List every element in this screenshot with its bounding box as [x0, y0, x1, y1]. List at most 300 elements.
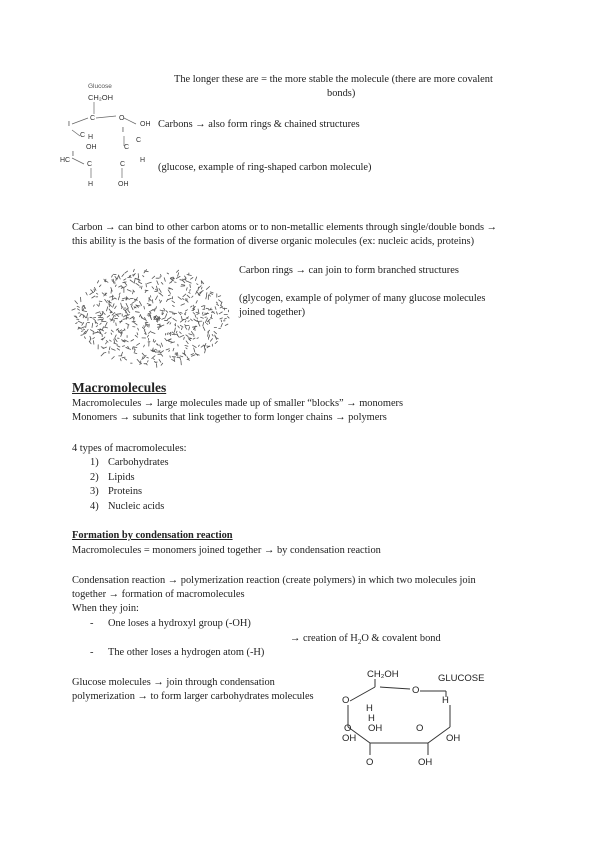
glycogen-stroke — [75, 301, 78, 304]
glycogen-stroke — [207, 323, 208, 324]
glycogen-stroke — [136, 305, 138, 306]
glycogen-stroke — [83, 311, 87, 312]
glycogen-stroke — [198, 309, 199, 313]
glycogen-stroke — [203, 322, 204, 326]
glycogen-stroke — [154, 362, 156, 363]
glycogen-stroke — [113, 279, 114, 283]
glycogen-stroke — [146, 363, 147, 365]
condensation-def: Macromolecules = monomers joined together → by condensation reaction — [72, 545, 381, 556]
glycogen-stroke — [206, 308, 209, 309]
glycogen-stroke — [197, 318, 198, 319]
glycogen-stroke — [95, 287, 97, 290]
carbon-para-line-2: this ability is the basis of the formation of diverse organic molecules (ex: nucleic acids, proteins) — [72, 236, 475, 247]
glycogen-stroke — [149, 331, 151, 333]
glycogen-stroke — [153, 339, 154, 341]
glycogen-stroke — [102, 312, 103, 316]
glycogen-stroke — [93, 317, 96, 318]
glucose-small-group: CH₂OH — [88, 93, 113, 102]
glycogen-stroke — [153, 359, 154, 360]
list-item-number: 4) — [90, 501, 99, 512]
glycogen-stroke — [122, 300, 124, 301]
glycogen-stroke — [127, 290, 131, 292]
glycogen-stroke — [192, 355, 196, 357]
atom-label: I — [68, 121, 70, 128]
glycogen-stroke — [167, 317, 171, 319]
glycogen-stroke — [190, 289, 191, 291]
glycogen-stroke — [219, 312, 222, 314]
glycogen-stroke — [174, 328, 175, 332]
glycogen-stroke — [126, 303, 128, 306]
glycogen-stroke — [168, 290, 170, 294]
glycogen-stroke — [96, 326, 97, 327]
glycogen-stroke — [83, 315, 84, 317]
glycogen-stroke — [198, 345, 199, 346]
glycogen-stroke — [152, 276, 155, 278]
glycogen-stroke — [114, 343, 118, 344]
glycogen-stroke — [183, 294, 186, 297]
atom-label: O — [412, 685, 420, 696]
glycogen-stroke — [114, 339, 115, 343]
glycogen-stroke — [120, 359, 121, 361]
glycogen-stroke — [80, 315, 82, 317]
glycogen-stroke — [157, 344, 158, 345]
atom-label: C — [90, 115, 96, 122]
glycogen-stroke — [186, 335, 188, 337]
glycogen-stroke — [201, 317, 204, 318]
glycogen-stroke — [134, 322, 137, 325]
glycogen-stroke — [198, 287, 199, 290]
glycogen-stroke — [128, 346, 129, 347]
atom-label: C — [136, 137, 142, 144]
list-item: Lipids — [108, 472, 135, 483]
glycogen-stroke — [124, 279, 126, 280]
stability-line-2: bonds) — [327, 88, 356, 99]
glycogen-stroke — [137, 343, 140, 345]
glycogen-stroke — [121, 352, 122, 355]
glycogen-stroke — [146, 324, 150, 325]
glycogen-stroke — [109, 309, 111, 312]
glycogen-stroke — [194, 348, 195, 352]
glycogen-stroke — [118, 296, 119, 300]
atom-label: O — [342, 695, 350, 706]
list-item-number: 2) — [90, 472, 99, 483]
glycogen-stroke — [180, 332, 182, 334]
glycogen-stroke — [103, 327, 107, 328]
glycogen-stroke — [216, 302, 217, 303]
glycogen-stroke — [193, 345, 197, 347]
glycogen-stroke — [82, 327, 85, 328]
glycogen-stroke — [126, 323, 129, 325]
glycogen-stroke — [112, 316, 114, 319]
glycogen-stroke — [221, 320, 222, 322]
glycogen-stroke — [185, 325, 186, 327]
glycogen-stroke — [204, 306, 205, 309]
glycogen-stroke — [189, 327, 190, 330]
glycogen-stroke — [115, 338, 117, 342]
glycogen-stroke — [193, 313, 195, 314]
glycogen-stroke — [164, 308, 165, 310]
glycogen-stroke — [197, 338, 198, 339]
glycogen-stroke — [81, 331, 83, 332]
glycogen-stroke — [172, 301, 175, 303]
glycogen-stroke — [189, 292, 191, 293]
atom-label: H — [88, 134, 94, 141]
glycogen-stroke — [170, 312, 174, 313]
glycogen-stroke — [168, 295, 170, 296]
glycogen-stroke — [135, 312, 139, 313]
glycogen-stroke — [159, 360, 161, 363]
glycogen-stroke — [90, 292, 93, 294]
glycogen-stroke — [137, 359, 140, 362]
glycogen-stroke — [111, 349, 115, 351]
glycogen-stroke — [121, 303, 122, 307]
glycogen-stroke — [97, 305, 99, 307]
glycogen-stroke — [197, 313, 199, 314]
stability-line-1: The longer these are = the more stable the molecule (there are more covalent — [174, 74, 493, 85]
glycogen-stroke — [195, 315, 196, 318]
list-item: Nucleic acids — [108, 501, 165, 512]
glycogen-stroke — [83, 329, 85, 330]
glycogen-stroke — [186, 310, 188, 311]
glycogen-stroke — [111, 330, 113, 332]
glycogen-stroke — [101, 353, 104, 356]
atom-label: OH — [86, 144, 97, 151]
glycogen-stroke — [190, 285, 191, 288]
glycogen-stroke — [170, 278, 173, 279]
glycogen-stroke — [107, 315, 109, 317]
atom-label: OH — [140, 121, 151, 128]
glucose-small-diagram — [58, 80, 158, 190]
glycogen-stroke — [120, 330, 121, 331]
glycogen-stroke — [217, 312, 218, 314]
glycogen-stroke — [186, 288, 187, 291]
glycogen-stroke — [119, 276, 121, 280]
glycogen-stroke — [187, 281, 191, 283]
glycogen-stroke — [133, 291, 134, 293]
atom-label: O — [344, 723, 352, 734]
glycogen-stroke — [117, 275, 118, 279]
glycogen-stroke — [201, 306, 204, 307]
glycogen-stroke — [92, 323, 93, 327]
glycogen-stroke — [126, 315, 129, 316]
glycogen-stroke — [225, 324, 228, 325]
atom-label: C — [120, 161, 126, 168]
glycogen-stroke — [100, 313, 101, 314]
glycogen-stroke — [180, 357, 181, 360]
glycogen-stroke — [184, 337, 185, 339]
condensation-para-2: together → formation of macromolecules — [72, 589, 245, 600]
rings-line-1: Carbon rings → can join to form branched structures — [239, 265, 459, 276]
glycogen-stroke — [122, 357, 125, 358]
glycogen-stroke — [181, 316, 182, 320]
glycogen-stroke — [224, 318, 226, 319]
glycogen-stroke — [215, 307, 216, 310]
atom-label: C — [87, 161, 93, 168]
glycogen-stroke — [178, 326, 180, 328]
glycogen-stroke — [191, 278, 193, 280]
glycogen-stroke — [188, 321, 189, 322]
atom-label: HC — [60, 157, 71, 164]
glycogen-stroke — [156, 307, 157, 309]
glycogen-stroke — [138, 328, 139, 330]
carbon-para-line-1: Carbon → can bind to other carbon atoms or to non-metallic elements through single/double bonds → — [72, 222, 498, 233]
glycogen-stroke — [131, 306, 133, 310]
atom-label: C — [124, 144, 130, 151]
glycogen-stroke — [113, 304, 114, 308]
atom-label: O — [416, 723, 424, 734]
glycogen-stroke — [97, 281, 98, 283]
glycogen-stroke — [201, 346, 203, 347]
glycogen-stroke — [178, 297, 181, 300]
glycogen-stroke — [206, 295, 207, 299]
glycogen-stroke — [185, 321, 186, 322]
glycogen-stroke — [178, 273, 179, 277]
glycogen-stroke — [90, 330, 93, 332]
glycogen-stroke — [203, 345, 205, 346]
glycogen-stroke — [125, 271, 128, 273]
glycogen-stroke — [94, 305, 95, 306]
glycogen-stroke — [87, 314, 88, 318]
glycogen-stroke — [221, 323, 222, 327]
glycogen-stroke — [111, 333, 112, 334]
glycogen-stroke — [176, 276, 180, 278]
glycogen-stroke — [115, 285, 116, 287]
glucose-large-title: GLUCOSE — [438, 673, 485, 684]
glycogen-stroke — [193, 338, 195, 339]
glycogen-stroke — [185, 327, 187, 330]
glycogen-stroke — [112, 313, 115, 316]
glycogen-stroke — [76, 323, 78, 324]
result-prefix: → creation of H — [290, 633, 358, 644]
glycogen-stroke — [151, 332, 155, 333]
glycogen-stroke — [167, 322, 169, 324]
atom-label: O — [366, 757, 374, 768]
glycogen-stroke — [134, 353, 137, 354]
glycogen-stroke — [144, 326, 145, 328]
glycogen-stroke — [185, 345, 188, 346]
glycogen-stroke — [198, 323, 200, 326]
atom-label: O — [119, 115, 125, 122]
glycogen-stroke — [187, 275, 191, 276]
glucose-large-group: CH₂OH — [367, 669, 399, 680]
glycogen-stroke — [192, 296, 193, 297]
glycogen-stroke — [128, 325, 129, 328]
dash-item-hydrogen: The other loses a hydrogen atom (-H) — [108, 647, 265, 658]
glycogen-stroke — [112, 357, 115, 360]
glycogen-stroke — [117, 346, 120, 347]
glycogen-stroke — [156, 286, 157, 290]
macro-line-1: Macromolecules → large molecules made up of smaller “blocks” → monomers — [72, 398, 404, 409]
glycogen-stroke — [140, 364, 142, 365]
atom-label: H — [442, 695, 449, 706]
glycogen-stroke — [155, 349, 157, 350]
glycogen-stroke — [196, 312, 198, 313]
glycogen-stroke — [212, 334, 213, 336]
glycogen-stroke — [104, 353, 106, 354]
atom-label: C — [80, 132, 86, 139]
when-they-join: When they join: — [72, 603, 139, 614]
glycogen-stroke — [210, 339, 212, 342]
glycogen-stroke — [133, 269, 134, 271]
list-item-number: 1) — [90, 457, 99, 468]
glycogen-stroke — [131, 340, 134, 342]
glycogen-stroke — [157, 281, 159, 285]
atom-label: I — [72, 151, 74, 158]
atom-label: OH — [446, 733, 461, 744]
dash-item-hydroxyl: One loses a hydroxyl group (-OH) — [108, 618, 251, 629]
glycogen-stroke — [202, 312, 203, 314]
glycogen-stroke — [138, 282, 141, 284]
glycogen-stroke — [159, 325, 160, 326]
glycogen-stroke — [175, 334, 177, 335]
glycogen-stroke — [218, 296, 220, 297]
glycogen-stroke — [157, 327, 161, 328]
glycogen-stroke — [141, 286, 142, 289]
glycogen-stroke — [166, 314, 167, 317]
glycogen-stroke — [185, 276, 187, 278]
glycogen-stroke — [77, 309, 79, 310]
glycogen-stroke — [132, 321, 135, 322]
glycogen-stroke — [169, 341, 172, 342]
glycogen-stroke — [147, 304, 151, 306]
glycogen-stroke — [183, 299, 185, 300]
glycogen-stroke — [100, 323, 101, 324]
glycogen-stroke — [217, 304, 219, 305]
glycogen-stroke — [137, 333, 138, 335]
macro-line-2: Monomers → subunits that link together to form longer chains → polymers — [72, 412, 387, 423]
glycogen-stroke — [83, 307, 85, 310]
glycogen-stroke — [193, 308, 194, 311]
glycogen-stroke — [112, 275, 113, 277]
glycogen-stroke — [205, 321, 206, 323]
glycogen-stroke — [115, 306, 117, 309]
glycogen-stroke — [162, 318, 166, 320]
glycogen-stroke — [166, 349, 169, 350]
glycogen-stroke — [86, 292, 87, 295]
glycogen-stroke — [219, 300, 222, 303]
glycogen-stroke — [101, 347, 103, 348]
glycogen-stroke — [186, 341, 188, 344]
glycogen-stroke — [128, 311, 130, 313]
atom-label: H — [88, 181, 94, 188]
glycogen-stroke — [119, 286, 122, 288]
atom-label: H — [366, 703, 373, 714]
glycogen-stroke — [115, 335, 116, 338]
glycogen-stroke — [99, 285, 101, 287]
glycogen-stroke — [196, 301, 197, 304]
glycogen-stroke — [176, 270, 178, 272]
glycogen-stroke — [191, 306, 193, 307]
glycogen-stroke — [147, 282, 151, 283]
glycogen-stroke — [84, 337, 85, 339]
glycogen-stroke — [208, 332, 209, 336]
glycogen-stroke — [183, 279, 185, 280]
glycogen-stroke — [191, 332, 193, 335]
glycogen-image — [70, 266, 234, 368]
glycogen-stroke — [77, 306, 79, 307]
glycogen-stroke — [220, 307, 222, 308]
dash-bullet: - — [90, 618, 94, 629]
atom-label: H — [140, 157, 146, 164]
glycogen-stroke — [180, 325, 183, 327]
glycogen-stroke — [165, 338, 167, 340]
types-intro: 4 types of macromolecules: — [72, 443, 187, 454]
glycogen-stroke — [86, 323, 87, 327]
glycogen-stroke — [144, 306, 145, 309]
glycogen-stroke — [93, 338, 95, 339]
glycogen-stroke — [117, 314, 121, 315]
glycogen-stroke — [122, 274, 124, 276]
glycogen-stroke — [94, 319, 96, 320]
glycogen-stroke — [142, 353, 144, 356]
glycogen-stroke — [122, 298, 125, 299]
glycogen-stroke — [124, 282, 127, 285]
glucose-large-diagram — [330, 663, 500, 775]
glycogen-stroke — [159, 300, 160, 301]
glycogen-stroke — [221, 302, 222, 306]
glycogen-stroke — [203, 327, 205, 331]
glycogen-stroke — [110, 340, 112, 341]
atom-label: OH — [418, 757, 433, 768]
glucose-note: (glucose, example of ring-shaped carbon molecule) — [158, 162, 372, 173]
glycogen-stroke — [98, 319, 102, 320]
glycogen-stroke — [181, 304, 185, 306]
condensation-para-1: Condensation reaction → polymerization reaction (create polymers) in which two molecules join — [72, 575, 476, 586]
glycogen-stroke — [217, 338, 219, 339]
glycogen-stroke — [206, 287, 209, 290]
glycogen-stroke — [210, 292, 213, 293]
glycogen-stroke — [92, 296, 95, 298]
glycogen-stroke — [169, 350, 170, 351]
glycogen-stroke — [96, 312, 100, 314]
glycogen-stroke — [148, 361, 149, 363]
result-line — [290, 632, 441, 649]
glycogen-stroke — [177, 334, 178, 336]
glycogen-stroke — [164, 278, 165, 282]
glycogen-stroke — [214, 331, 217, 333]
list-item: Carbohydrates — [108, 457, 169, 468]
glycogen-stroke — [197, 284, 198, 285]
glycogen-stroke — [171, 333, 172, 336]
list-item: Proteins — [108, 486, 143, 497]
condensation-heading: Formation by condensation reaction — [72, 530, 233, 541]
glycogen-stroke — [136, 283, 139, 285]
glycogen-stroke — [180, 356, 183, 357]
glycogen-stroke — [152, 356, 155, 359]
glycogen-stroke — [132, 302, 135, 304]
glycogen-stroke — [215, 341, 217, 343]
glycogen-stroke — [105, 333, 106, 334]
glycogen-stroke — [110, 305, 112, 307]
dash-bullet: - — [90, 647, 94, 658]
glycogen-stroke — [145, 291, 146, 293]
glycogen-stroke — [173, 305, 175, 306]
glycogen-stroke — [211, 317, 213, 318]
glycogen-stroke — [114, 320, 115, 322]
carbons-line: Carbons → also form rings & chained structures — [158, 119, 360, 130]
glycogen-stroke — [147, 325, 148, 326]
glycogen-stroke — [149, 311, 151, 313]
glycogen-stroke — [72, 309, 75, 310]
macromolecules-heading: Macromolecules — [72, 380, 167, 395]
glycogen-stroke — [228, 317, 230, 319]
glucose-small-title: Glucose — [88, 83, 112, 90]
glycogen-stroke — [109, 347, 110, 350]
glycogen-stroke — [90, 338, 91, 342]
glycogen-stroke — [83, 305, 85, 306]
glycogen-stroke — [94, 289, 95, 291]
atom-label: OH — [118, 181, 129, 188]
